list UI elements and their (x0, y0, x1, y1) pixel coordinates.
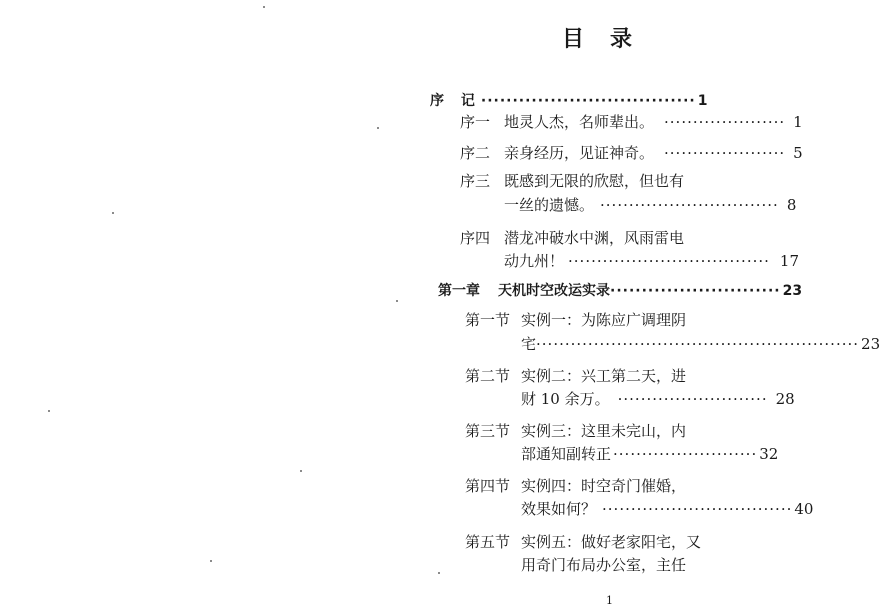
leader-dots: ······························· (600, 196, 779, 214)
scan-speck (263, 6, 265, 8)
toc-title: 财 10 余万。 (521, 390, 610, 408)
leader-dots: ·································· (480, 93, 696, 109)
footer-page-number: 1 (606, 594, 613, 607)
toc-page-number: 23 (782, 283, 803, 299)
leader-dots: ····················· (664, 144, 786, 162)
toc-label: 第一节 (465, 311, 511, 329)
scan-speck (396, 300, 398, 302)
toc-label: 第三节 (465, 422, 511, 440)
toc-entry[interactable] (465, 421, 686, 441)
toc-page-number: 8 (786, 196, 797, 214)
toc-entry[interactable] (465, 366, 686, 386)
toc-page-number: 32 (759, 445, 779, 463)
toc-entry-preface[interactable] (430, 91, 707, 111)
toc-entry[interactable] (465, 310, 686, 330)
toc-entry-continuation[interactable] (521, 389, 795, 409)
scan-speck (112, 212, 114, 214)
toc-title: 实例二：兴工第二天，进 (521, 367, 687, 385)
toc-page-number: 28 (775, 390, 795, 408)
toc-title: 动九州！ (504, 252, 565, 270)
toc-title: 用奇门布局办公室，主任 (521, 556, 687, 574)
toc-entry-continuation[interactable] (521, 444, 778, 464)
toc-title: 地灵人杰，名师辈出。 (504, 113, 655, 131)
toc-entry-chapter[interactable] (438, 281, 802, 301)
toc-page-number: 1 (697, 93, 708, 109)
toc-title: 部通知副转正 (521, 445, 612, 463)
toc-label: 序一 (460, 113, 491, 131)
toc-title: 效果如何？ (521, 500, 597, 518)
toc-title: 实例三：这里未完山，内 (521, 422, 687, 440)
leader-dots: ························································ (536, 335, 860, 353)
toc-entry[interactable] (465, 476, 686, 496)
toc-label: 序二 (460, 144, 491, 162)
toc-label: 第二节 (465, 367, 511, 385)
toc-label: 序四 (460, 229, 491, 247)
leader-dots: ··································· (568, 252, 770, 270)
leader-dots: ································· (602, 500, 793, 518)
toc-entry-continuation[interactable] (521, 334, 880, 354)
toc-title: 实例五：做好老家阳宅，又 (521, 533, 702, 551)
toc-title: 既感到无限的欣慰，但也有 (504, 172, 685, 190)
toc-page-number: 17 (779, 252, 799, 270)
page-title: 目录 (561, 27, 658, 52)
toc-entry[interactable] (460, 143, 803, 163)
toc-title: 亲身经历，见证神奇。 (504, 144, 655, 162)
toc-entry-continuation[interactable] (521, 499, 813, 519)
toc-entry[interactable] (460, 171, 684, 191)
toc-title: 实例一：为陈应广调理阴 (521, 311, 687, 329)
scan-speck (377, 127, 379, 129)
scan-speck (438, 572, 440, 574)
toc-entry[interactable] (460, 228, 684, 248)
leader-dots: ····················· (664, 113, 786, 131)
toc-title: 一丝的遗憾。 (504, 196, 595, 214)
toc-label: 第一章 (438, 283, 480, 299)
toc-title: 天机时空改运实录 (498, 283, 610, 299)
toc-page-number: 1 (793, 113, 803, 131)
toc-entry[interactable] (460, 112, 803, 132)
toc-label: 第四节 (465, 477, 511, 495)
toc-label: 序三 (460, 172, 491, 190)
scan-speck (48, 410, 50, 412)
toc-label: 序 记 (430, 93, 481, 109)
toc-entry-continuation[interactable] (504, 251, 799, 271)
leader-dots: ························· (613, 445, 758, 463)
toc-page-number: 23 (861, 335, 880, 353)
scan-speck (300, 470, 302, 472)
toc-title: 实例四：时空奇门催婚， (521, 477, 687, 495)
leader-dots: ··························· (610, 283, 781, 299)
toc-entry-continuation[interactable] (521, 555, 686, 575)
toc-title: 宅 (521, 335, 537, 353)
toc-entry[interactable] (465, 532, 701, 552)
toc-title: 潜龙冲破水中渊，风雨雷电 (504, 229, 685, 247)
leader-dots: ·························· (617, 390, 768, 408)
toc-entry-continuation[interactable] (504, 195, 796, 215)
toc-label: 第五节 (465, 533, 511, 551)
scan-speck (210, 560, 212, 562)
toc-page-number: 40 (794, 500, 814, 518)
toc-page-number: 5 (793, 144, 803, 162)
